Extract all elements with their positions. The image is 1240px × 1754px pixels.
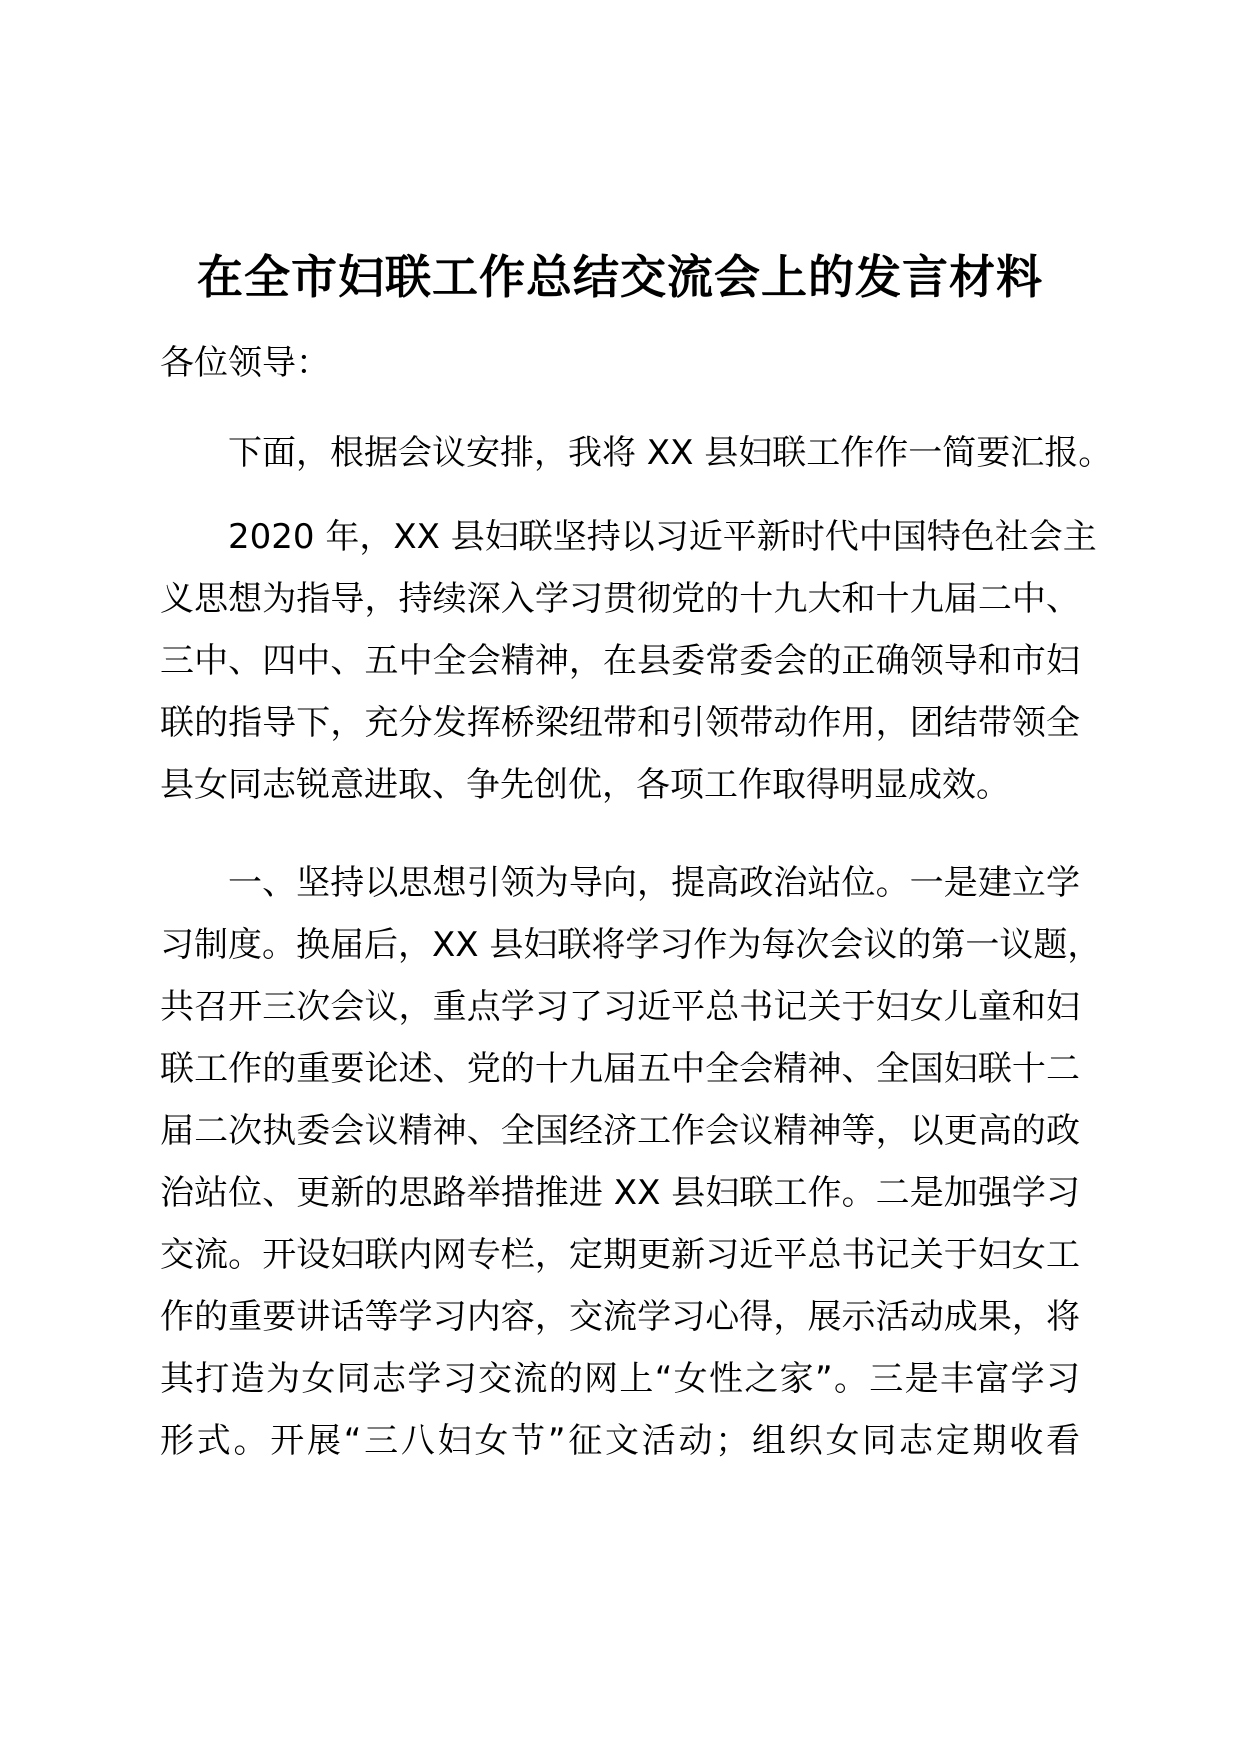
paragraph-line: 治站位、更新的思路举措推进 XX 县妇联工作。二是加强学习 [160,1173,1080,1213]
document-title: 在全市妇联工作总结交流会上的发言材料 [197,250,1043,304]
paragraph-line: 共召开三次会议，重点学习了习近平总书记关于妇女儿童和妇 [160,987,1080,1027]
paragraph-line: 义思想为指导，持续深入学习贯彻党的十九大和十九届二中、 [160,579,1080,619]
paragraph-line: 下面，根据会议安排，我将 XX 县妇联工作作一简要汇报。 [228,433,1113,473]
paragraph-line: 交流。开设妇联内网专栏，定期更新习近平总书记关于妇女工 [160,1235,1080,1275]
paragraph-line: 一、坚持以思想引领为导向，提高政治站位。一是建立学 [228,863,1080,903]
paragraph-line: 形式。开展“三八妇女节”征文活动；组织女同志定期收看 [160,1421,1080,1461]
paragraph-line: 联工作的重要论述、党的十九届五中全会精神、全国妇联十二 [160,1049,1080,1089]
paragraph-section-one [160,852,1102,1472]
salutation: 各位领导： [160,343,330,383]
paragraph-line: 县女同志锐意进取、争先创优，各项工作取得明显成效。 [160,765,1010,805]
paragraph-line: 2020 年，XX 县妇联坚持以习近平新时代中国特色社会主 [228,517,1097,557]
paragraph-overview [160,506,1097,816]
paragraph-intro [160,422,1113,484]
paragraph-line: 其打造为女同志学习交流的网上“女性之家”。三是丰富学习 [160,1359,1080,1399]
paragraph-line: 作的重要讲话等学习内容，交流学习心得，展示活动成果，将 [160,1297,1080,1337]
paragraph-line: 联的指导下，充分发挥桥梁纽带和引领带动作用，团结带领全 [160,703,1080,743]
paragraph-line: 习制度。换届后，XX 县妇联将学习作为每次会议的第一议题， [160,925,1102,965]
paragraph-line: 届二次执委会议精神、全国经济工作会议精神等，以更高的政 [160,1111,1080,1151]
paragraph-line: 三中、四中、五中全会精神，在县委常委会的正确领导和市妇 [160,641,1080,681]
